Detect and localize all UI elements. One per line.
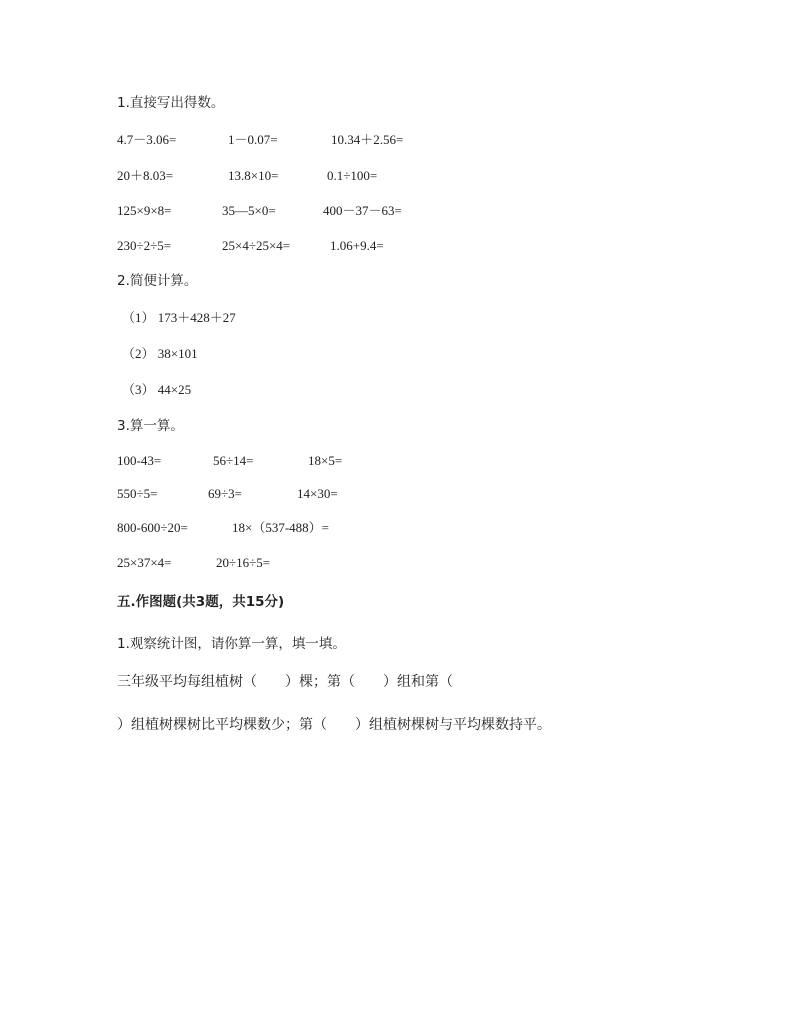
q3-expression: 69÷3= xyxy=(208,486,242,501)
section-title: 五.作图题(共3题，共15分) xyxy=(117,594,285,610)
q3-expression: 14×30= xyxy=(297,486,338,501)
q1-row-3 xyxy=(0,202,794,220)
q3-expression: 550÷5= xyxy=(117,486,158,501)
q2-heading: 2.简便计算。 xyxy=(117,273,198,289)
q3-expression: 18×（537-488）= xyxy=(232,520,329,535)
q3-expression: 56÷14= xyxy=(213,453,254,468)
q1-expression: 4.7－3.06= xyxy=(117,132,177,147)
q3-expression: 25×37×4= xyxy=(117,555,172,570)
section5-q1-line-1: 三年级平均每组植树（ ）棵；第（ ）组和第（ xyxy=(117,674,453,690)
q3-row-1 xyxy=(0,452,794,470)
section5-q1-line-2: ）组植树棵树比平均棵数少；第（ ）组植树棵树与平均棵数持平。 xyxy=(117,717,551,733)
q1-row-2 xyxy=(0,167,794,185)
q1-expression: 400－37－63= xyxy=(323,203,402,218)
q2-item-1: （1） 173＋428＋27 xyxy=(122,310,236,325)
q2-item-2: （2） 38×101 xyxy=(122,346,198,361)
q1-expression: 25×4÷25×4= xyxy=(222,238,291,253)
q1-expression: 1.06+9.4= xyxy=(330,238,384,253)
q1-expression: 1－0.07= xyxy=(228,132,278,147)
q3-expression: 800-600÷20= xyxy=(117,520,188,535)
q1-expression: 35—5×0= xyxy=(222,203,276,218)
q1-expression: 20＋8.03= xyxy=(117,168,174,183)
q3-heading: 3.算一算。 xyxy=(117,418,184,434)
q2-item-3: （3） 44×25 xyxy=(122,382,192,397)
q3-row-2 xyxy=(0,485,794,503)
q3-expression: 20÷16÷5= xyxy=(216,555,271,570)
q1-row-1 xyxy=(0,131,794,149)
q3-row-4 xyxy=(0,554,794,572)
q3-expression: 18×5= xyxy=(308,453,343,468)
q1-expression: 0.1÷100= xyxy=(327,168,378,183)
section5-q1-heading: 1.观察统计图，请你算一算，填一填。 xyxy=(117,636,346,652)
q3-row-3 xyxy=(0,519,794,537)
q1-expression: 230÷2÷5= xyxy=(117,238,172,253)
q1-expression: 125×9×8= xyxy=(117,203,172,218)
q1-expression: 13.8×10= xyxy=(228,168,279,183)
q1-heading: 1.直接写出得数。 xyxy=(117,95,225,111)
q1-expression: 10.34＋2.56= xyxy=(331,132,404,147)
q1-row-4 xyxy=(0,237,794,255)
q3-expression: 100-43= xyxy=(117,453,162,468)
